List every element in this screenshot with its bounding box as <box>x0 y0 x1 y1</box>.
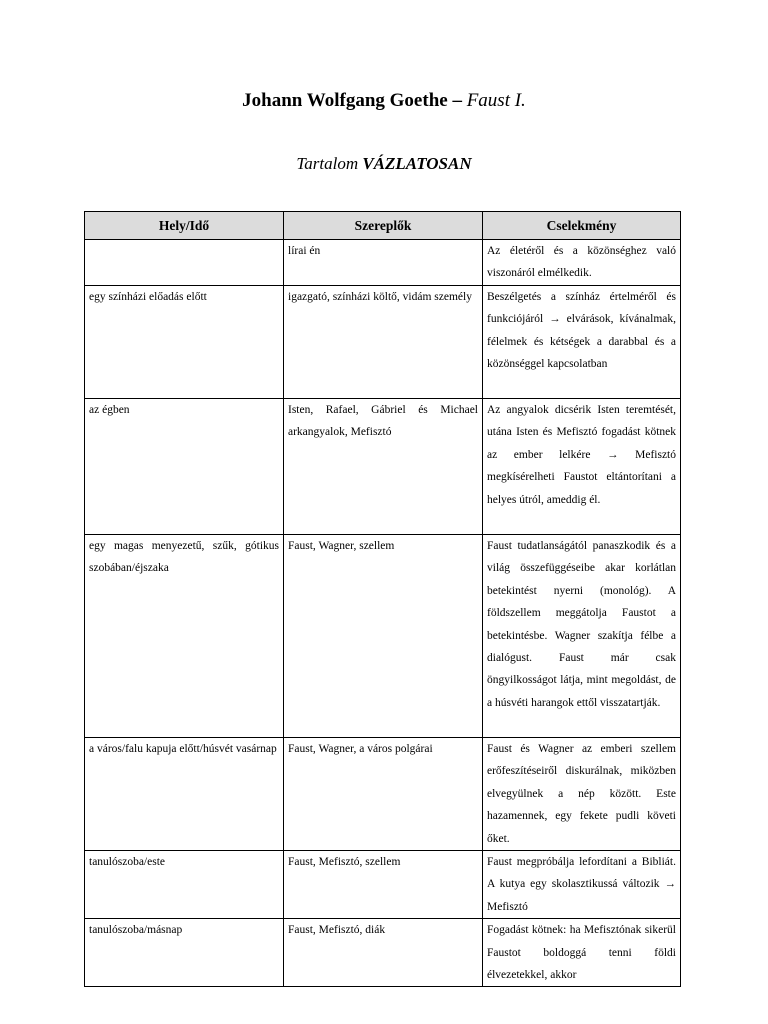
cell-characters: Faust, Mefisztó, szellem <box>284 851 483 919</box>
cell-place: egy magas menyezetű, szűk, gótikus szobában/éjszaka <box>85 535 284 738</box>
cell-characters: Faust, Wagner, szellem <box>284 535 483 738</box>
cell-characters: lírai én <box>284 240 483 286</box>
cell-action: Az életéről és a közönséghez való viszonáról elmélkedik. <box>483 240 681 286</box>
table-row <box>85 286 681 399</box>
cell-characters: igazgató, színházi költő, vidám személy <box>284 286 483 399</box>
cell-action: Faust tudatlanságától panaszkodik és a világ összefüggéseibe akar korlátlan betekintést nyerni (monológ). A földszellem meggátolja Faustot a betekintésbe. Wagner szakítja félbe a dialógust. Faust már csak öngyilkosságot látja, mint megoldást, de a húsvéti harangok ettől visszatartják. <box>483 535 681 738</box>
document-subtitle <box>0 154 768 174</box>
cell-place: tanulószoba/este <box>85 851 284 919</box>
subtitle-emphasis: VÁZLATOSAN <box>362 154 472 173</box>
content-table <box>84 211 681 987</box>
cell-place: az égben <box>85 399 284 535</box>
column-header-characters: Szereplők <box>284 212 483 240</box>
table-row <box>85 738 681 851</box>
cell-action: Faust és Wagner az emberi szellem erőfeszítéseiről diskurálnak, miközben elvegyülnek a nép között. Este hazamennek, egy fekete pudli követi őket. <box>483 738 681 851</box>
title-italic: Faust I. <box>466 90 526 111</box>
cell-action: Faust megpróbálja lefordítani a Bibliát. A kutya egy skolasztikussá változik → Mefisztó <box>483 851 681 919</box>
column-header-place: Hely/Idő <box>85 212 284 240</box>
cell-action: Fogadást kötnek: ha Mefisztónak sikerül Faustot boldoggá tenni földi élvezetekkel, akkor <box>483 919 681 987</box>
table-row <box>85 535 681 738</box>
title-main: Johann Wolfgang Goethe – <box>242 90 467 111</box>
table-row <box>85 240 681 286</box>
cell-action: Beszélgetés a színház értelméről és funkciójáról → elvárások, kívánalmak, félelmek és kétségek a darabbal és a közönséggel kapcsolatban <box>483 286 681 399</box>
cell-place: a város/falu kapuja előtt/húsvét vasárnap <box>85 738 284 851</box>
table-row <box>85 399 681 535</box>
column-header-action: Cselekmény <box>483 212 681 240</box>
cell-characters: Faust, Mefisztó, diák <box>284 919 483 987</box>
cell-place: tanulószoba/másnap <box>85 919 284 987</box>
cell-characters: Faust, Wagner, a város polgárai <box>284 738 483 851</box>
subtitle-prefix: Tartalom <box>296 154 363 173</box>
cell-place: egy színházi előadás előtt <box>85 286 284 399</box>
table-header-row <box>85 212 681 240</box>
table-row <box>85 851 681 919</box>
cell-action: Az angyalok dicsérik Isten teremtését, utána Isten és Mefisztó fogadást kötnek az ember lelkére → Mefisztó megkísérelheti Faustot eltántorítani a helyes útról, ameddig él. <box>483 399 681 535</box>
document-title <box>0 90 768 112</box>
table-row <box>85 919 681 987</box>
cell-place <box>85 240 284 286</box>
cell-characters: Isten, Rafael, Gábriel és Michael arkangyalok, Mefisztó <box>284 399 483 535</box>
